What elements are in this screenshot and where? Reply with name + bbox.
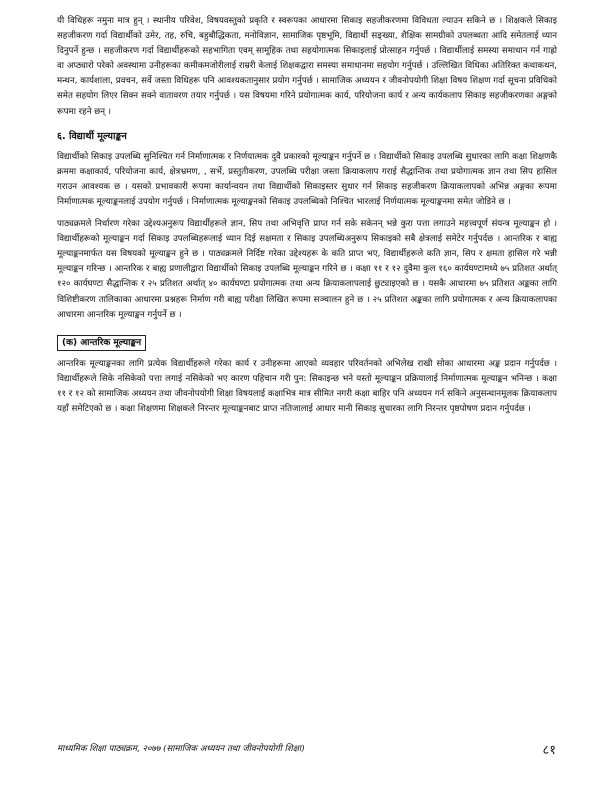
page-footer <box>57 740 556 762</box>
section-paragraph-2: पाठ्यक्रमले निर्धारण गरेका उद्देश्यअनुरूप विद्यार्थीहरूले ज्ञान, सिप तथा अभिवृत्ति प्राप्त गर्न सके सकेनन् भन्ने कुरा पत्ता लगाउने महत्त्वपूर्ण संयन्त्र मूल्याङ्कन हो । विद्यार्थीहरूको मूल्याङ्कन गर्दा सिकाइ उपलब्धिहरूलाई ध्यान दिई सक्षमता र सिकाइ उपलब्धिअनुरूप सिकाइको सबै क्षेत्रलाई समेटेर गर्नुपर्दछ । आन्तरिक र बाह्य मूल्याङ्कनमार्फत यस विषयको मूल्याङ्कन हुने छ । पाठ्यक्रमले निर्दिष्ट गरेका उद्देश्यहरू के कति प्राप्त भए, विद्यार्थीहरूले कति ज्ञान, सिप र क्षमता हासिल गरे भन्नी मूल्याङ्कन गरिन्छ । आन्तरिक र बाह्य प्रणालीद्वारा विद्यार्थीको सिकाइ उपलब्धि मूल्याङ्कन गरिने छ । कक्षा ११ र १२ दुवैमा कुल १६० कार्यघण्टामध्ये ७५ प्रतिशत अर्थात् १२० कार्यघण्टा सैद्धान्तिक र २५ प्रतिशत अर्थात् ४० कार्यघण्टा प्रयोगात्मक तथा अन्य क्रियाकलापलाई छुट्याइएको छ । यसकै आधारमा ७५ प्रतिशत अङ्कका लागि विशिष्टीकरण तालिकाका आधारमा प्रश्नहरू निर्माण गरी बाह्य परीक्षा लिखित रूपमा सञ्चालन हुने छ । २५ प्रतिशत अङ्कका लागि प्रयोगात्मक र अन्य क्रियाकलापका आधारमा आन्तरिक मूल्याङ्कन गर्नुपर्ने छ । <box>57 219 557 320</box>
page-number: ८१ <box>542 743 556 758</box>
document-page <box>57 14 557 417</box>
intro-paragraph: यी विधिहरू नमुना मात्र हुन् । स्थानीय परिवेश, विषयवस्तुको प्रकृति र स्वरूपका आधारमा सिकाइ सहजीकरणमा विविधता ल्याउन सकिने छ । शिक्षकले सिकाइ सहजीकरण गर्दा विद्यार्थीको उमेर, तह, रुचि, बहुबौद्धिकता, मनोविज्ञान, सामाजिक पृष्ठभूमि, विद्यार्थी सङ्ख्या, शैक्षिक सामग्रीको उपलब्धता आदि समेतलाई ध्यान दिनुपर्ने हुन्छ । सहजीकरण गर्दा विद्यार्थीहरूको सहभागिता एवम् सामूहिक तथा सहयोगात्मक सिकाइलाई प्रोत्साहन गर्नुपर्छ । विद्यार्थीलाई समस्या समाधान गर्न गाह्रो वा अप्ठ्यारो परेको अवस्थामा उनीहरूका कमीकमजोरीलाई राम्ररी केलाई शिक्षकद्वारा समस्या समाधानमा सहयोग गर्नुपर्छ । उल्लिखित विधिका अतिरिक्त कथाकथन, मन्थन, कार्यशाला, प्रवचन, सर्वे जस्ता विधिहरू पनि आवश्यकतानुसार प्रयोग गर्नुपर्छ । सामाजिक अध्ययन र जीवनोपयोगी शिक्षा विषय शिक्षण गर्दा सूचना प्रविधिको समेत सहयोग लिएर सिक्न सक्ने वातावरण तयार गर्नुपर्छ । यस विषयमा गरिने प्रयोगात्मक कार्य, परियोजना कार्य र अन्य कार्यकलाप सिकाइ सहजीकरणका अङ्गको रूपमा रहने छन् । <box>57 16 557 117</box>
subsection-heading: (क) आन्तरिक मूल्याङ्कन <box>57 335 146 351</box>
footer-text: माध्यमिक शिक्षा पाठ्यक्रम, २०७७ (सामाजिक अध्ययन तथा जीवनोपयोगी शिक्षा) <box>57 744 305 754</box>
section-heading: ६. विद्यार्थी मूल्याङ्कन <box>57 130 127 142</box>
subsection-paragraph: आन्तरिक मूल्याङ्कनका लागि प्रत्येक विद्यार्थीहरूले गरेका कार्य र उनीहरूमा आएको व्यवहार परिवर्तनको अभिलेख राखी सोका आधारमा अङ्क प्रदान गर्नुपर्दछ । विद्यार्थीहरूले सिके नसिकेको पत्ता लगाई नसिकेको भए कारण पहिचान गरी पुन: सिकाइन्छ भने यस्तो मूल्याङ्कन प्रक्रियालाई निर्माणात्मक मूल्याङ्कन भनिन्छ । कक्षा ११ र १२ को सामाजिक अध्ययन तथा जीवनोपयोगी शिक्षा विषयलाई कक्षाभित्र मात्र सीमित नगरी कक्षा बाहिर पनि अध्ययन गर्न सकिने अनुसन्धानमूलक क्रियाकलाप यहाँ समेटिएको छ । कक्षा शिक्षणमा शिक्षकले निरन्तर मूल्याङ्कनबाट प्राप्त नतिजालाई आधार मानी सिकाइ सुधारका लागि निरन्तर पृष्ठपोषण प्रदान गर्नुपर्दछ । <box>57 358 557 414</box>
section-paragraph-1: विद्यार्थीको सिकाइ उपलब्धि सुनिश्चित गर्न निर्माणात्मक र निर्णयात्मक दुवै प्रकारको मूल्याङ्कन गर्नुपर्ने छ । विद्यार्थीको सिकाइ उपलब्धि सुधारका लागि कक्षा शिक्षणकै क्रममा कक्षाकार्य, परियोजना कार्य, क्षेत्रभ्रमण, , सर्भे, प्रस्तुतीकरण, उपलब्धि परीक्षा जस्ता क्रियाकलाप गराई सैद्धान्तिक तथा प्रयोगात्मक ज्ञान तथा सिप हासिल गराउन आवश्यक छ । यसको प्रभावकारी रूपमा कार्यान्वयन तथा विद्यार्थीको सिकाइस्तर सुधार गर्न सिकाइ सहजीकरण क्रियाकलापको अभिन्न अङ्गका रूपमा निर्माणात्मक मूल्याङ्कनलाई उपयोग गर्नुपर्छ । निर्माणात्मक मूल्याङ्कनको सिकाइ उपलब्धिको निश्चित भारलाई निर्णयात्मक मूल्याङ्कनमा समेत जोडिने छ । <box>57 151 557 207</box>
